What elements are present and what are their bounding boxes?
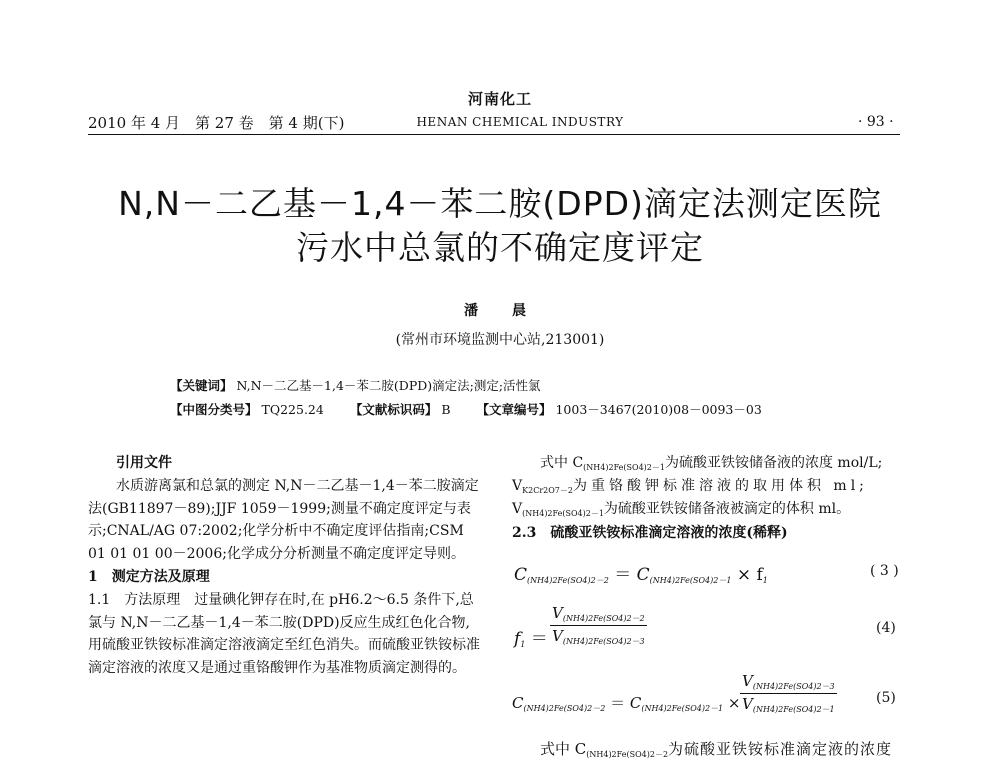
equation-5-lhs: $C_{(NH4)2Fe(SO4)2-2} = C_{(NH4)2Fe(SO4)2-1}$ ×: [512, 694, 741, 713]
equation-5-fraction: $\frac{V_{(NH4)2Fe(SO4)2-3}}{V_{(NH4)2Fe(SO4)2-1}}$: [742, 672, 835, 714]
issue-info: 2010 年 4 月 第 27 卷 第 4 期(下): [88, 114, 345, 132]
equation-3-number: ( 3 ): [870, 563, 899, 579]
header-rule: [88, 134, 900, 135]
section-2-3-heading: 2.3 硫酸亚铁铵标准滴定溶液的浓度(稀释): [512, 525, 788, 541]
journal-name: 河南化工: [467, 90, 532, 108]
keywords-text: N,N－二乙基－1,4－苯二胺(DPD)滴定法;测定;活性氯: [236, 378, 541, 393]
symbol-definition-c2: 式中 $C_{(NH4)2Fe(SO4)2-2}$为硫酸亚铁铵标准滴定液的浓度: [540, 740, 893, 759]
references-heading: 引用文件: [116, 455, 172, 471]
paper-title-line-1: N,N－二乙基－1,4－苯二胺(DPD)滴定法测定医院: [118, 184, 882, 223]
page-number: · 93 ·: [858, 114, 894, 130]
keywords: [170, 376, 541, 394]
equation-5-number: (5): [876, 690, 896, 706]
journal-name-english: HENAN CHEMICAL INDUSTRY: [416, 115, 624, 129]
section-1-heading: 1 测定方法及原理: [88, 568, 210, 585]
symbol-definition-c1: 式中 $C_{(NH4)2Fe(SO4)2-1}$为硫酸亚铁铵储备液的浓度 mol/L;: [540, 455, 883, 472]
affiliation: (常州市环境监测中心站,213001): [395, 332, 605, 348]
equation-3: $C_{(NH4)2Fe(SO4)2-2} = C_{(NH4)2Fe(SO4)2-1} \times f_1$: [514, 565, 768, 585]
doc-code-label: 【文献标识码】: [349, 402, 438, 417]
paper-title-line-2: 污水中总氯的不确定度评定: [296, 228, 704, 267]
clc-label: 【中图分类号】: [170, 402, 258, 417]
section-1-1-text: 1.1 方法原理 过量碘化钾存在时,在 pH6.2～6.5 条件下,总氯与 N,N－二乙基－1,4－苯二胺(DPD)反应生成红色化合物,用硫酸亚铁铵标准滴定溶液滴定至红色消失。而硫酸亚铁铵标准滴定溶液的浓度又是通过重铬酸钾作为基准物质滴定测得的。: [88, 591, 480, 677]
symbol-definition-v1: $V_{(NH4)2Fe(SO4)2-1}$为硫酸亚铁铵储备液被滴定的体积 ml。: [512, 501, 851, 518]
article-number-label: 【文章编号】: [476, 402, 552, 417]
article-number-value: 1003－3467(2010)08－0093－03: [555, 402, 762, 417]
equation-4-number: (4): [876, 620, 896, 636]
author: 潘 晨: [464, 303, 536, 319]
clc-value: TQ225.24: [261, 402, 324, 417]
keywords-label: 【关键词】: [170, 378, 233, 393]
equation-4-lhs: $f_1$ ＝: [514, 629, 548, 649]
doc-code-value: B: [441, 402, 451, 417]
symbol-definition-v-k2cr2o7: $V_{K2Cr2O7-2}$为重铬酸钾标准溶液的取用体积 ml;: [512, 478, 868, 495]
equation-4-fraction: $\frac{V_{(NH4)2Fe(SO4)2-2}}{V_{(NH4)2Fe(SO4)2-3}}$: [552, 604, 645, 646]
left-column: [88, 452, 480, 680]
classification-line: [170, 400, 762, 418]
references-text: 水质游离氯和总氯的测定 N,N－二乙基－1,4－苯二胺滴定法(GB11897－89);JJF 1059－1999;测量不确定度评定与表示;CNAL/AG 07:2002;化学分析中不确定度评估指南;CSM 01 01 01 00－2006;化学成分分析测量不确定度评定导则。: [88, 477, 479, 563]
